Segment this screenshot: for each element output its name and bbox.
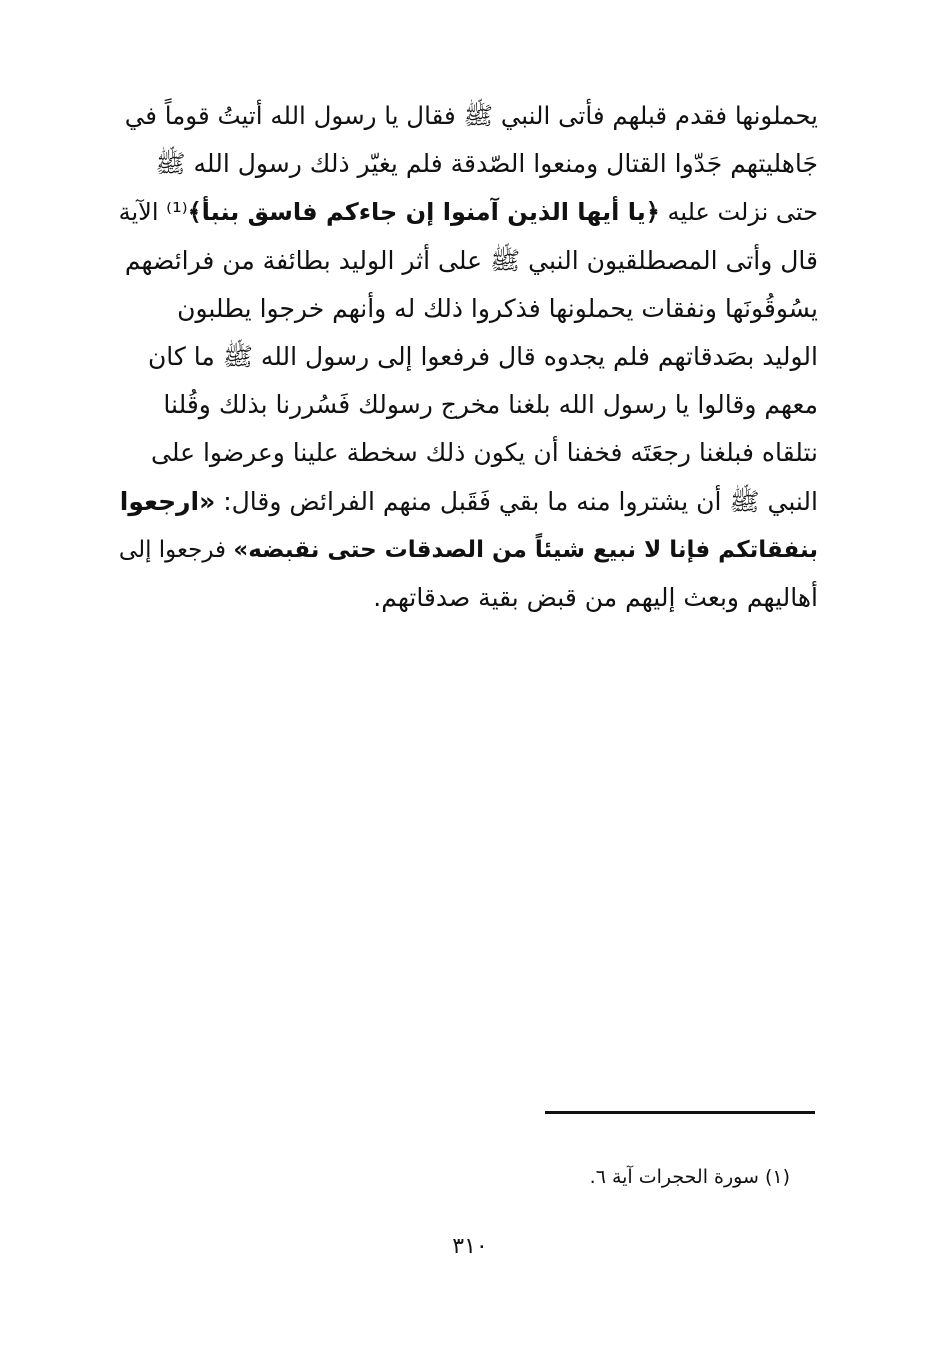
text-line-5: يسُوقُونَها ونفقات يحملونها فذكروا ذلك له وأنهم خرجوا يطلبون (177, 293, 818, 323)
text-line-7: معهم وقالوا يا رسول الله بلغنا مخرج رسولك فَسُررنا بذلك وقُلنا (163, 390, 818, 420)
text-line-3 (118, 188, 818, 236)
text-line-8: نتلقاه فبلغنا رجعَتَه فخفنا أن يكون ذلك سخطة علينا وعرضوا على (151, 438, 818, 468)
text-line-1: يحملونها فقدم قبلهم فأتى النبي ﷺ فقال يا رسول الله أتيتُ قوماً في (124, 101, 818, 130)
text-line-2: جَاهليتهم جَدّوا القتال ومنعوا الصّدقة فلم يغيّر ذلك رسول الله ﷺ (155, 149, 818, 179)
footnote: (١) سورة الحجرات آية ٦. (589, 1166, 790, 1188)
text-line-3-pre: حتى نزلت عليه (659, 198, 818, 227)
body-text (118, 92, 818, 622)
hadith-quote-start: «ارجعوا (119, 486, 216, 516)
text-line-10-post: فرجعوا إلى (118, 536, 234, 563)
text-line-4: قال وأتى المصطلقيون النبي ﷺ على أثر الوليد بطائفة من فرائضهم (124, 245, 818, 275)
quran-verse-quote: ﴿يا أيها الذين آمنوا إن جاءكم فاسق بنبأ﴾ (187, 198, 660, 227)
text-line-9 (118, 478, 818, 526)
hadith-quote-end: بنفقاتكم فإنا لا نبيع شيئاً من الصدقات حتى نقبضه» (233, 536, 818, 563)
footnote-separator (545, 1111, 815, 1114)
text-line-11: أهاليهم وبعث إليهم من قبض بقية صدقاتهم. (373, 582, 818, 612)
text-line-9-pre: النبي ﷺ أن يشتروا منه ما بقي فَقَبل منهم الفرائض وقال: (215, 486, 818, 516)
page-number: ٣١٠ (452, 1234, 488, 1259)
text-line-6: الوليد بصَدقاتهم فلم يجدوه قال فرفعوا إلى رسول الله ﷺ ما كان (147, 341, 818, 371)
text-line-3-post: ⁽¹⁾ الآية (118, 198, 188, 227)
text-line-10 (118, 526, 818, 574)
